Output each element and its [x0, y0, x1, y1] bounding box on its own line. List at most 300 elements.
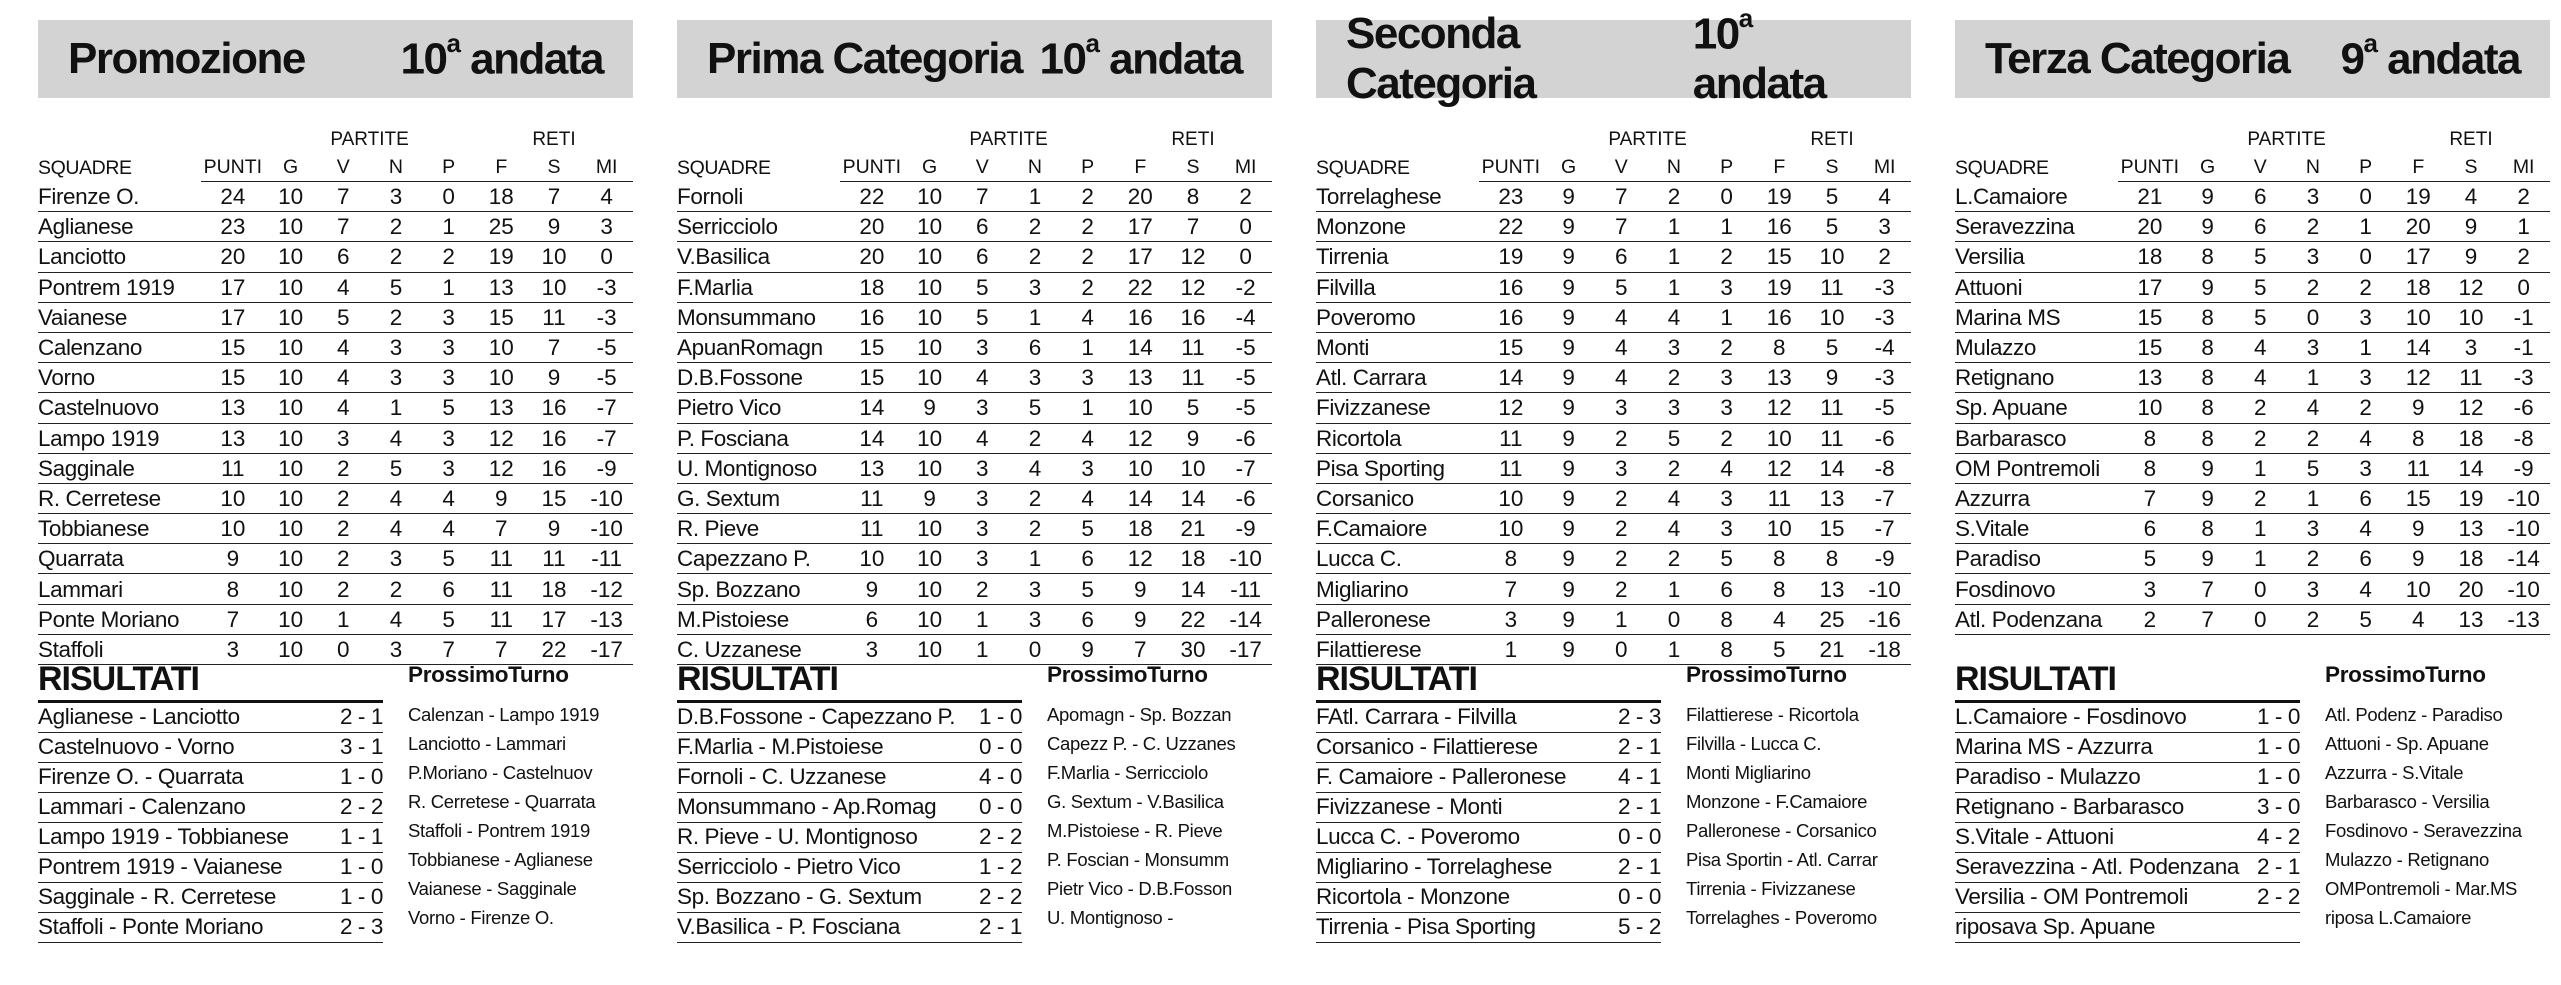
standings-panel: [38, 20, 633, 970]
stat-cell: 4: [956, 363, 1009, 393]
stat-cell: 7: [1595, 212, 1648, 242]
stat-cell: 8: [1479, 544, 1542, 574]
stat-cell: 3: [370, 332, 423, 362]
stat-cell: 2: [1009, 483, 1062, 513]
stat-cell: 11: [1479, 453, 1542, 483]
match: Serricciolo - Pietro Vico: [677, 854, 901, 879]
stat-cell: 10: [528, 272, 581, 302]
stat-cell: 20: [2118, 212, 2181, 242]
stat-cell: 2: [370, 212, 423, 242]
stat-cell: 16: [1753, 302, 1806, 332]
stat-cell: 10: [264, 604, 317, 634]
stat-cell: 3: [2118, 574, 2181, 604]
stat-cell: 4: [2339, 514, 2392, 544]
stat-cell: 0: [1219, 242, 1272, 272]
score: 3 - 1: [339, 734, 383, 759]
team-name: Seravezzina: [1955, 212, 2118, 242]
stat-cell: 8: [1700, 604, 1753, 634]
stat-cell: -13: [580, 604, 633, 634]
stat-cell: 19: [1753, 182, 1806, 212]
team-name: M.Pistoiese: [677, 604, 840, 634]
stat-cell: 2: [1595, 514, 1648, 544]
stat-cell: 11: [1806, 272, 1859, 302]
stat-cell: 10: [264, 634, 317, 664]
round-label: [1692, 2, 1881, 110]
score: 1 - 0: [978, 704, 1022, 729]
column-header: PUNTI: [201, 153, 264, 182]
stat-cell: -17: [1219, 634, 1272, 664]
stat-cell: 7: [475, 514, 528, 544]
stat-cell: 10: [264, 393, 317, 423]
fixture: P.Moriano - Castelnuov: [408, 762, 593, 783]
standings-table: [1955, 126, 2550, 635]
stat-cell: 8: [2118, 423, 2181, 453]
team-name: Migliarino: [1316, 574, 1479, 604]
column-header: N: [370, 153, 423, 182]
team-name: Attuoni: [1955, 272, 2118, 302]
stat-cell: 7: [2181, 574, 2234, 604]
table-row: [1955, 574, 2550, 604]
score: 1 - 0: [339, 884, 383, 909]
stat-cell: 18: [475, 182, 528, 212]
stat-cell: 2: [1700, 242, 1753, 272]
table-row: [1955, 332, 2550, 362]
table-row: [1316, 514, 1911, 544]
stat-cell: -5: [1219, 332, 1272, 362]
standings-table: [1316, 126, 1911, 665]
stat-cell: 12: [475, 453, 528, 483]
stat-cell: 11: [1167, 332, 1220, 362]
column-header: P: [1700, 153, 1753, 182]
column-header: F: [1114, 153, 1167, 182]
result-row: [38, 703, 383, 733]
stat-cell: 2: [1061, 242, 1114, 272]
stat-cell: 3: [422, 363, 475, 393]
team-name: Atl. Carrara: [1316, 363, 1479, 393]
stat-cell: 18: [2445, 544, 2498, 574]
stat-cell: 5: [2234, 242, 2287, 272]
stat-cell: 20: [201, 242, 264, 272]
match: Fornoli - C. Uzzanese: [677, 764, 887, 789]
stat-cell: 11: [475, 604, 528, 634]
result-row: [38, 763, 383, 793]
stat-cell: 12: [1753, 453, 1806, 483]
table-row: [38, 393, 633, 423]
table-row: [677, 453, 1272, 483]
stat-cell: 5: [1167, 393, 1220, 423]
stat-cell: -17: [580, 634, 633, 664]
team-name: Sagginale: [38, 453, 201, 483]
result-row: [1955, 793, 2300, 823]
result-row: [1316, 703, 1661, 733]
stat-cell: 1: [1648, 242, 1701, 272]
stat-cell: 9: [2392, 544, 2445, 574]
team-name: R. Pieve: [677, 514, 840, 544]
stat-cell: 4: [370, 423, 423, 453]
table-row: [677, 272, 1272, 302]
stat-cell: 16: [840, 302, 903, 332]
stat-cell: 9: [1061, 634, 1114, 664]
next-round-section: [1686, 660, 1911, 932]
stat-cell: 1: [1648, 634, 1701, 664]
table-row: [38, 242, 633, 272]
stat-cell: -7: [1858, 514, 1911, 544]
stat-cell: -7: [580, 393, 633, 423]
stat-cell: 13: [475, 393, 528, 423]
fixture: Capezz P. - C. Uzzanes: [1047, 733, 1236, 754]
stat-cell: 10: [840, 544, 903, 574]
stat-cell: 4: [1595, 363, 1648, 393]
column-header: V: [956, 153, 1009, 182]
partite-label: PARTITE: [330, 129, 409, 150]
fixture: Apomagn - Sp. Bozzan: [1047, 704, 1232, 725]
team-name: Castelnuovo: [38, 393, 201, 423]
table-row: [1316, 363, 1911, 393]
table-row: [1955, 423, 2550, 453]
stat-cell: 12: [475, 423, 528, 453]
match: Retignano - Barbarasco: [1955, 794, 2184, 819]
stat-cell: 12: [1167, 272, 1220, 302]
stat-cell: -6: [1858, 423, 1911, 453]
stat-cell: 13: [840, 453, 903, 483]
stat-cell: 16: [1167, 302, 1220, 332]
stat-cell: 25: [1806, 604, 1859, 634]
table-row: [38, 363, 633, 393]
match: F. Camaiore - Palleronese: [1316, 764, 1567, 789]
stat-cell: 0: [2234, 604, 2287, 634]
stat-cell: 3: [422, 332, 475, 362]
team-name: L.Camaiore: [1955, 182, 2118, 212]
stat-cell: 5: [1806, 332, 1859, 362]
column-header: P: [422, 153, 475, 182]
fixture: Tobbianese - Aglianese: [408, 849, 593, 870]
stat-cell: 2: [1648, 544, 1701, 574]
score: 3 - 0: [2256, 794, 2300, 819]
team-name: Vaianese: [38, 302, 201, 332]
stat-cell: 11: [1479, 423, 1542, 453]
stat-cell: 11: [1753, 483, 1806, 513]
table-row: [677, 483, 1272, 513]
match: Marina MS - Azzurra: [1955, 734, 2153, 759]
stat-cell: 16: [528, 453, 581, 483]
result-row: [1955, 703, 2300, 733]
team-name: Staffoli: [38, 634, 201, 664]
stat-cell: 9: [528, 212, 581, 242]
stat-cell: 2: [370, 242, 423, 272]
match: L.Camaiore - Fosdinovo: [1955, 704, 2187, 729]
stat-cell: -18: [1858, 634, 1911, 664]
result-row: [1955, 883, 2300, 913]
stat-cell: 22: [1114, 272, 1167, 302]
fixture: G. Sextum - V.Basilica: [1047, 791, 1224, 812]
table-row: [1316, 212, 1911, 242]
stat-cell: 6: [2339, 544, 2392, 574]
stat-cell: 3: [370, 363, 423, 393]
stat-cell: -6: [1219, 483, 1272, 513]
table-row: [1316, 272, 1911, 302]
table-row: [677, 332, 1272, 362]
stat-cell: 14: [2392, 332, 2445, 362]
stat-cell: 4: [2445, 182, 2498, 212]
stat-cell: 7: [528, 332, 581, 362]
stat-cell: 17: [1114, 212, 1167, 242]
round-number: 10: [400, 34, 447, 84]
stat-cell: 3: [1700, 393, 1753, 423]
stat-cell: 13: [1114, 363, 1167, 393]
table-row: [38, 272, 633, 302]
score: 4 - 1: [1617, 764, 1661, 789]
stat-cell: 18: [1167, 544, 1220, 574]
group-header-row: [1955, 126, 2550, 153]
score: 2 - 3: [1617, 704, 1661, 729]
reti-label: RETI: [532, 129, 576, 150]
table-row: [677, 423, 1272, 453]
score: 2 - 1: [1617, 794, 1661, 819]
stat-cell: 4: [2234, 363, 2287, 393]
match: Aglianese - Lanciotto: [38, 704, 240, 729]
stat-cell: 2: [2497, 182, 2550, 212]
table-row: [677, 212, 1272, 242]
match: Migliarino - Torrelaghese: [1316, 854, 1552, 879]
stat-cell: -5: [1858, 393, 1911, 423]
match: riposava Sp. Apuane: [1955, 914, 2156, 939]
stat-cell: 3: [1648, 393, 1701, 423]
stat-cell: 5: [2234, 272, 2287, 302]
result-row: [1316, 823, 1661, 853]
stat-cell: 10: [528, 242, 581, 272]
stat-cell: 11: [1806, 393, 1859, 423]
stat-cell: 13: [1753, 363, 1806, 393]
stat-cell: 7: [528, 182, 581, 212]
stat-cell: 10: [264, 242, 317, 272]
stat-cell: 14: [1806, 453, 1859, 483]
fixture: Monti Migliarino: [1686, 762, 1811, 783]
stat-cell: 5: [317, 302, 370, 332]
results-section: [677, 658, 1027, 943]
stat-cell: -4: [1219, 302, 1272, 332]
stat-cell: 1: [1648, 574, 1701, 604]
stat-cell: 2: [1858, 242, 1911, 272]
stat-cell: 2: [1595, 423, 1648, 453]
stat-cell: 3: [422, 423, 475, 453]
stat-cell: 1: [1700, 302, 1753, 332]
match: Seravezzina - Atl. Podenzana: [1955, 854, 2239, 879]
table-row: [1955, 363, 2550, 393]
next-round-section: [2325, 660, 2550, 932]
standings-panel: [677, 20, 1272, 970]
match: Staffoli - Ponte Moriano: [38, 914, 264, 939]
stat-cell: 16: [1479, 302, 1542, 332]
stat-cell: 2: [2339, 393, 2392, 423]
stat-cell: 4: [2339, 574, 2392, 604]
stat-cell: -6: [2497, 393, 2550, 423]
stat-cell: 10: [475, 332, 528, 362]
stat-cell: 3: [1009, 363, 1062, 393]
result-row: [677, 853, 1022, 883]
stat-cell: 20: [2445, 574, 2498, 604]
stat-cell: -5: [1219, 393, 1272, 423]
stat-cell: 17: [201, 302, 264, 332]
stat-cell: 3: [422, 453, 475, 483]
stat-cell: 5: [2339, 604, 2392, 634]
stat-cell: 15: [2118, 332, 2181, 362]
stat-cell: 16: [1479, 272, 1542, 302]
team-name: Barbarasco: [1955, 423, 2118, 453]
table-row: [1955, 302, 2550, 332]
stat-cell: 0: [2287, 302, 2340, 332]
stat-cell: 3: [1700, 363, 1753, 393]
round-label: [2340, 27, 2520, 85]
table-row: [677, 604, 1272, 634]
stat-cell: 6: [422, 574, 475, 604]
stat-cell: 10: [264, 453, 317, 483]
results-title: RISULTATI: [1955, 658, 2300, 703]
partite-label: PARTITE: [1608, 129, 1687, 150]
group-header-row: [677, 126, 1272, 153]
table-row: [38, 332, 633, 362]
stat-cell: 6: [956, 212, 1009, 242]
stat-cell: 9: [1542, 483, 1595, 513]
team-name: Fivizzanese: [1316, 393, 1479, 423]
team-name: Ricortola: [1316, 423, 1479, 453]
fixture: Calenzan - Lampo 1919: [408, 704, 600, 725]
stat-cell: 17: [528, 604, 581, 634]
stat-cell: 24: [201, 182, 264, 212]
column-header: S: [2445, 153, 2498, 182]
stat-cell: 10: [2392, 302, 2445, 332]
stat-cell: 10: [903, 242, 956, 272]
team-name: Filvilla: [1316, 272, 1479, 302]
team-name: Filattierese: [1316, 634, 1479, 664]
league-header: [1955, 20, 2550, 98]
stat-cell: 5: [2234, 302, 2287, 332]
column-header: P: [1061, 153, 1114, 182]
stat-cell: 2: [2287, 544, 2340, 574]
match: F.Marlia - M.Pistoiese: [677, 734, 884, 759]
stat-cell: 0: [1009, 634, 1062, 664]
stat-cell: 9: [2392, 514, 2445, 544]
column-header: S: [528, 153, 581, 182]
score: 2 - 1: [1617, 854, 1661, 879]
stat-cell: 2: [2287, 604, 2340, 634]
stat-cell: 17: [2118, 272, 2181, 302]
stat-cell: 2: [1061, 272, 1114, 302]
score: 1 - 2: [978, 854, 1022, 879]
stat-cell: 4: [1700, 453, 1753, 483]
stat-cell: 3: [2287, 332, 2340, 362]
stat-cell: -13: [2497, 604, 2550, 634]
stat-cell: 14: [1167, 483, 1220, 513]
stat-cell: -7: [580, 423, 633, 453]
stat-cell: 14: [1167, 574, 1220, 604]
stat-cell: 10: [903, 272, 956, 302]
team-name: Capezzano P.: [677, 544, 840, 574]
stat-cell: 3: [370, 544, 423, 574]
stat-cell: 3: [1009, 272, 1062, 302]
score: 4 - 2: [2256, 824, 2300, 849]
stat-cell: -9: [1219, 514, 1272, 544]
result-row: [1316, 763, 1661, 793]
stat-cell: 4: [370, 483, 423, 513]
team-name: Vorno: [38, 363, 201, 393]
result-row: [677, 763, 1022, 793]
stat-cell: 4: [1753, 604, 1806, 634]
stat-cell: 7: [1167, 212, 1220, 242]
stat-cell: 7: [1595, 182, 1648, 212]
score: 2 - 1: [2256, 854, 2300, 879]
stat-cell: 2: [1700, 332, 1753, 362]
stat-cell: 9: [2181, 483, 2234, 513]
next-round-section: [408, 660, 633, 932]
score: 2 - 3: [339, 914, 383, 939]
stat-cell: 3: [2339, 453, 2392, 483]
stat-cell: 5: [1009, 393, 1062, 423]
match: FAtl. Carrara - Filvilla: [1316, 704, 1517, 729]
round-word: andata: [1692, 59, 1826, 109]
stat-cell: 10: [903, 604, 956, 634]
table-row: [1316, 574, 1911, 604]
stat-cell: 6: [2339, 483, 2392, 513]
stat-cell: 9: [1542, 514, 1595, 544]
stat-cell: 19: [1479, 242, 1542, 272]
stat-cell: 1: [1648, 272, 1701, 302]
round-superscript: a: [446, 27, 460, 58]
result-row: [1955, 733, 2300, 763]
stat-cell: 10: [264, 212, 317, 242]
stat-cell: 14: [840, 423, 903, 453]
stat-cell: 2: [1009, 212, 1062, 242]
match: R. Pieve - U. Montignoso: [677, 824, 918, 849]
stat-cell: 8: [2181, 242, 2234, 272]
stat-cell: 0: [1648, 604, 1701, 634]
stat-cell: 7: [2181, 604, 2234, 634]
team-name: Monzone: [1316, 212, 1479, 242]
match: Lammari - Calenzano: [38, 794, 246, 819]
stat-cell: 2: [1595, 544, 1648, 574]
next-round-title: ProssimoTurno: [1686, 662, 1847, 687]
stat-cell: 2: [1009, 514, 1062, 544]
match: Paradiso - Mulazzo: [1955, 764, 2141, 789]
team-name: G. Sextum: [677, 483, 840, 513]
stat-cell: 1: [1648, 212, 1701, 242]
stat-cell: 9: [1542, 182, 1595, 212]
column-header: PUNTI: [1479, 153, 1542, 182]
team-name: Fornoli: [677, 182, 840, 212]
stat-cell: 18: [2118, 242, 2181, 272]
score: 1 - 0: [2256, 704, 2300, 729]
stat-cell: 9: [1542, 604, 1595, 634]
stat-cell: 13: [1806, 574, 1859, 604]
column-header: P: [2339, 153, 2392, 182]
stat-cell: 7: [422, 634, 475, 664]
table-row: [38, 483, 633, 513]
stat-cell: -2: [1219, 272, 1272, 302]
stat-cell: -11: [1219, 574, 1272, 604]
stat-cell: 5: [1061, 574, 1114, 604]
team-name: D.B.Fossone: [677, 363, 840, 393]
fixture: M.Pistoiese - R. Pieve: [1047, 820, 1223, 841]
column-header: PUNTI: [2118, 153, 2181, 182]
stat-cell: 12: [2392, 363, 2445, 393]
stat-cell: 7: [956, 182, 1009, 212]
stat-cell: 16: [1753, 212, 1806, 242]
stat-cell: 9: [840, 574, 903, 604]
stat-cell: 5: [1595, 272, 1648, 302]
partite-label: PARTITE: [969, 129, 1048, 150]
team-name: Poveromo: [1316, 302, 1479, 332]
stat-cell: 23: [1479, 182, 1542, 212]
stat-cell: 22: [528, 634, 581, 664]
